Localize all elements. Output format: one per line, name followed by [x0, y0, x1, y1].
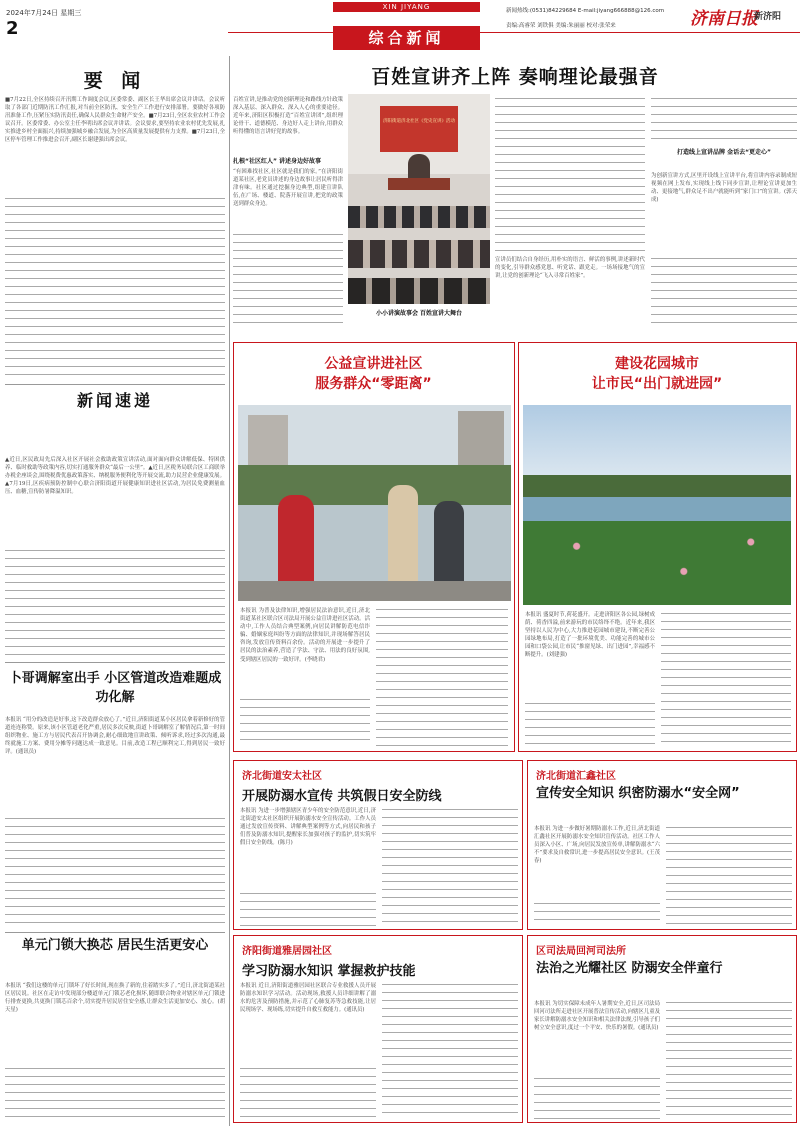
b3-body: 本报讯 近日,济阳街道雅居园社区联合专业救援人员开展防溺水知识学习活动。活动现场,救援人员详细讲解了溺水的危害及预防措施,并示范了心肺复苏等急救技能,让居民现场学、现场练,切实提升自救互救能力。(通讯员): [240, 983, 376, 1014]
sky: [523, 405, 791, 485]
mediation-text-fill: [5, 816, 225, 926]
b2-kicker: 济北街道汇鑫社区: [536, 771, 616, 782]
b4-kicker: 区司法局回河司法所: [536, 946, 626, 957]
top-body-3: 宣讲员们结合自身经历,用朴实的语言、鲜活的事例,讲述新时代的变化,引导群众感党恩、听党话、跟党走。一场场接地气的宣讲,让党的创新理论“飞入寻常百姓家”。: [495, 256, 645, 332]
feature1-fill-right: [376, 607, 508, 747]
top-right-fill: [651, 96, 797, 140]
article-body-mediation: 本报讯 “用分的改造是好事,这下改造群众放心了。”近日,济阳街道某小区居民拿着新修好的管道连连称赞。原来,该小区管道老化严重,居民多次反映,街道卜哥调解室了解情况后,第一时间组织物业、施工方与居民代表召开协调会,耐心细致地宣讲政策、倾听诉求,经过多次沟通,最终就施工方案、费用分摊等问题达成一致意见。目前,改造工程已顺利完工,得到居民一致好评。(通讯员): [5, 717, 225, 756]
audience-row: [348, 206, 490, 228]
locks-text-fill: [5, 1066, 225, 1124]
lake: [523, 497, 791, 521]
xinwen-text-fill: [5, 548, 225, 658]
masthead: [0, 0, 800, 56]
feature1-title-line1: 公益宣讲进社区: [324, 356, 423, 372]
stage-screen-text: 济阳街道济北社区《党史宣讲》活动: [383, 119, 455, 124]
b4-body: 本报讯 为切实保障未成年人暑期安全,近日,区司法局回河司法所走进社区开展普法宣传活动,向辖区儿童及家长讲解防溺水安全知识和相关法律法规,引导孩子们树立安全意识,度过一个平安、快乐的暑假。(通讯员): [534, 1001, 660, 1032]
b1-fill-left: [240, 891, 376, 927]
feature-box-garden: [518, 342, 797, 752]
article-body-locks: 本报讯 “我们这楼的单元门锁坏了好长时间,现在换了新的,住着踏实多了。”近日,济北街道某社区居民说。社区在走访中发现部分楼道单元门锁芯老化损坏,随即联合物业对辖区单元门锁进行排查更换,共更换门锁芯百余个,切实提升居民居住安全感,让群众生活更加安心、放心。(胡天星): [5, 983, 225, 1014]
treeline: [523, 475, 791, 497]
article-title-mediation: 卜哥调解室出手 小区管道改造难题成功化解: [8, 671, 222, 705]
b3-title: 学习防溺水知识 掌握救护技能: [242, 964, 416, 979]
trees: [238, 465, 511, 505]
top-right-fill-2: [651, 256, 797, 330]
bottom-box-judicial: [527, 935, 797, 1123]
b4-fill-left: [534, 1076, 660, 1120]
editors: 责编:高睿荣 刘铁俱 美编:朱丽丽 校对:张荣来: [506, 23, 616, 29]
hotline: 新闻热线:(0531)84229684 E-mail:jiyang666888@126.com: [506, 8, 665, 14]
yaowen-body: ■7月22日,全区持续召开汛期工作调度会议,区委常委、副区长王华出席会议并讲话。会议听取了各部门近期防汛工作汇报,对当前全区防汛、安全生产工作进行安排部署。要做好各项防汛准备工作,压紧压实防汛责任,确保人民群众生命财产安全。■7月23日,全区农业农村工作会议召开。区委常委、办公室主任李明出席会议并讲话。会议要求,要坚持农业农村优先发展,扎实推进乡村全面振兴,持续加强城乡融合发展,为全区高质量发展提供有力支撑。■7月23日,全区停车管理工作推进会召开,副区长谢建强出席会议。: [5, 97, 225, 144]
yaowen-text-fill: [5, 196, 225, 376]
divider: [5, 384, 225, 385]
b4-fill-right: [666, 1000, 792, 1120]
feature1-title-line2: 服务群众“零距离”: [315, 376, 432, 392]
divider: [5, 932, 225, 933]
yaowen-heading: 要 闻: [83, 70, 147, 92]
b1-fill-right: [382, 807, 518, 927]
ground: [238, 581, 511, 601]
feature2-title-line2: 让市民“出门就进园”: [591, 376, 723, 392]
column-divider: [229, 56, 230, 1126]
top-intro: 百姓宣讲,是推动党的创新理论和路线方针政策深入基层、深入群众、深入人心的重要途径。近年来,济阳区积极打造“百姓宣讲团”,组织理论骨干、道德模范、身边好人走上讲台,用群众听得懂的语言讲好党的故事。: [233, 97, 343, 136]
top-body-2: “有困难找社区,社区就是我们的家。”在济阳街道某社区,老党员讲述的身边故事让居民听得津津有味。社区通过挖掘身边典型,组建宣讲队伍,在广场、楼道、院落开展宣讲,把党的政策送到群众身边。: [233, 169, 343, 208]
b2-fill-left: [534, 901, 660, 927]
top-left-fill: [233, 232, 343, 328]
b1-kicker: 济北街道安太社区: [242, 771, 322, 782]
feature2-body: 本报讯 盛夏时节,荷花盛开。走进济阳区各公园,绿树成荫、荷香四溢,前来游玩的市民络绎不绝。近年来,我区坚持以人民为中心,大力推进花园城市建设,不断完善公园绿地布局,打造了一批环境优美、功能完善的城市公园和口袋公园,让市民“推窗见绿、出门进园”,幸福感不断提升。(刘建强): [525, 612, 655, 659]
b2-fill-right: [666, 825, 792, 927]
section-pinyin: XIN JIYANG: [382, 3, 431, 11]
feature1-fill-left: [240, 697, 370, 747]
issue-date: 2024年7月24日 星期三: [6, 9, 82, 17]
community-photo: [238, 405, 511, 601]
bottom-box-huixin: [527, 760, 797, 930]
b3-fill-left: [240, 1066, 376, 1120]
feature2-fill-right: [661, 611, 791, 747]
top-subheading-2: 打造线上宣讲品牌 金话去“更走心”: [677, 149, 771, 156]
newspaper-logo: 济南日报: [690, 9, 758, 29]
feature1-body: 本报讯 为普及法律知识,增强居民法治意识,近日,济北街道某社区联合区司法局开展公益宣讲进社区活动。活动中,工作人员结合典型案例,向居民讲解防范电信诈骗、婚姻家庭纠纷等方面的法律知识,并现场解答居民咨询,发放宣传资料百余份。活动的开展进一步提升了居民的法治素养,营造了学法、守法、用法的良好氛围,受到辖区居民的一致好评。(李晓君): [240, 608, 370, 663]
xinwen-heading: 新闻速递: [76, 391, 153, 410]
top-subheading-1: 扎根“社区红人” 讲述身边好故事: [233, 158, 321, 165]
article-title-locks: 单元门锁大换芯 居民生活更安心: [21, 938, 209, 953]
b4-title: 法治之光耀社区 防溺安全伴童行: [536, 961, 723, 976]
top-body-4: 为创新宣讲方式,区里开设线上宣讲平台,将宣讲内容录制成短视频在网上发布,实现线上线下同步宣讲,让理论宣讲更加生动、更接地气,群众足不出户就能听到“家门口”的宣讲。(郭天成): [651, 173, 797, 204]
desk: [388, 178, 450, 190]
feature2-title-line1: 建设花园城市: [615, 356, 699, 372]
b3-kicker: 济阳街道雅居园社区: [242, 946, 332, 957]
b3-fill-right: [382, 982, 518, 1120]
top-headline: 百姓宣讲齐上阵 奏响理论最强音: [371, 66, 659, 88]
left-column: [5, 56, 225, 1126]
bottom-box-antai: [233, 760, 523, 930]
feature2-fill-left: [525, 701, 655, 747]
b1-body: 本报讯 为进一步增强辖区青少年的安全防范意识,近日,济北街道安太社区组织开展防溺水安全宣传活动。工作人员通过发放宣传资料、讲解典型案例等方式,向居民和孩子们普及防溺水知识,提醒家长加强对孩子的监护,切实筑牢假日安全防线。(陈月): [240, 808, 376, 847]
b2-body: 本报讯 为进一步做好暑期防溺水工作,近日,济北街道汇鑫社区开展防溺水安全知识宣传活动。社区工作人员深入小区、广场,向居民发放宣传单,讲解防溺水“六不”要求及自救常识,进一步提高居民安全意识。(王茂春): [534, 826, 660, 865]
divider: [5, 662, 225, 663]
page-number: 2: [6, 18, 19, 39]
newspaper-logo-sub: 新济阳: [754, 12, 782, 22]
xinwen-body: ▲近日,区民政局先后深入社区开展社会救助政策宣讲活动,面对面向群众讲解低保、特困供养、临时救助等政策内容,切实打通服务群众“最后一公里”。▲近日,区税务局联合区工商联举办税企座谈会,围绕税费优惠政策落实、纳税服务便利化等开展交流,助力民营企业健康发展。▲7月19日,区疾病预防控制中心联合济阳街道开展健康知识进社区活动,为居民免费测量血压、血糖,宣传防暑降温知识。: [5, 457, 225, 496]
propaganda-photo: [348, 94, 490, 304]
audience-row: [348, 278, 490, 304]
b1-title: 开展防溺水宣传 共筑假日安全防线: [242, 789, 442, 804]
photo-caption: 小小讲演故事会 百姓宣讲大舞台: [375, 310, 463, 317]
bottom-box-yajuyuan: [233, 935, 523, 1123]
stage-screen: [380, 106, 458, 152]
lotus-lake-photo: [523, 405, 791, 605]
section-title: 综合新闻: [368, 29, 445, 47]
audience-row: [348, 240, 490, 268]
top-feature: [233, 56, 797, 338]
masthead-rule: [228, 32, 800, 33]
feature-box-community: [233, 342, 515, 752]
b2-title: 宣传安全知识 织密防溺水“安全网”: [536, 786, 740, 801]
lotus-field: [523, 521, 791, 605]
